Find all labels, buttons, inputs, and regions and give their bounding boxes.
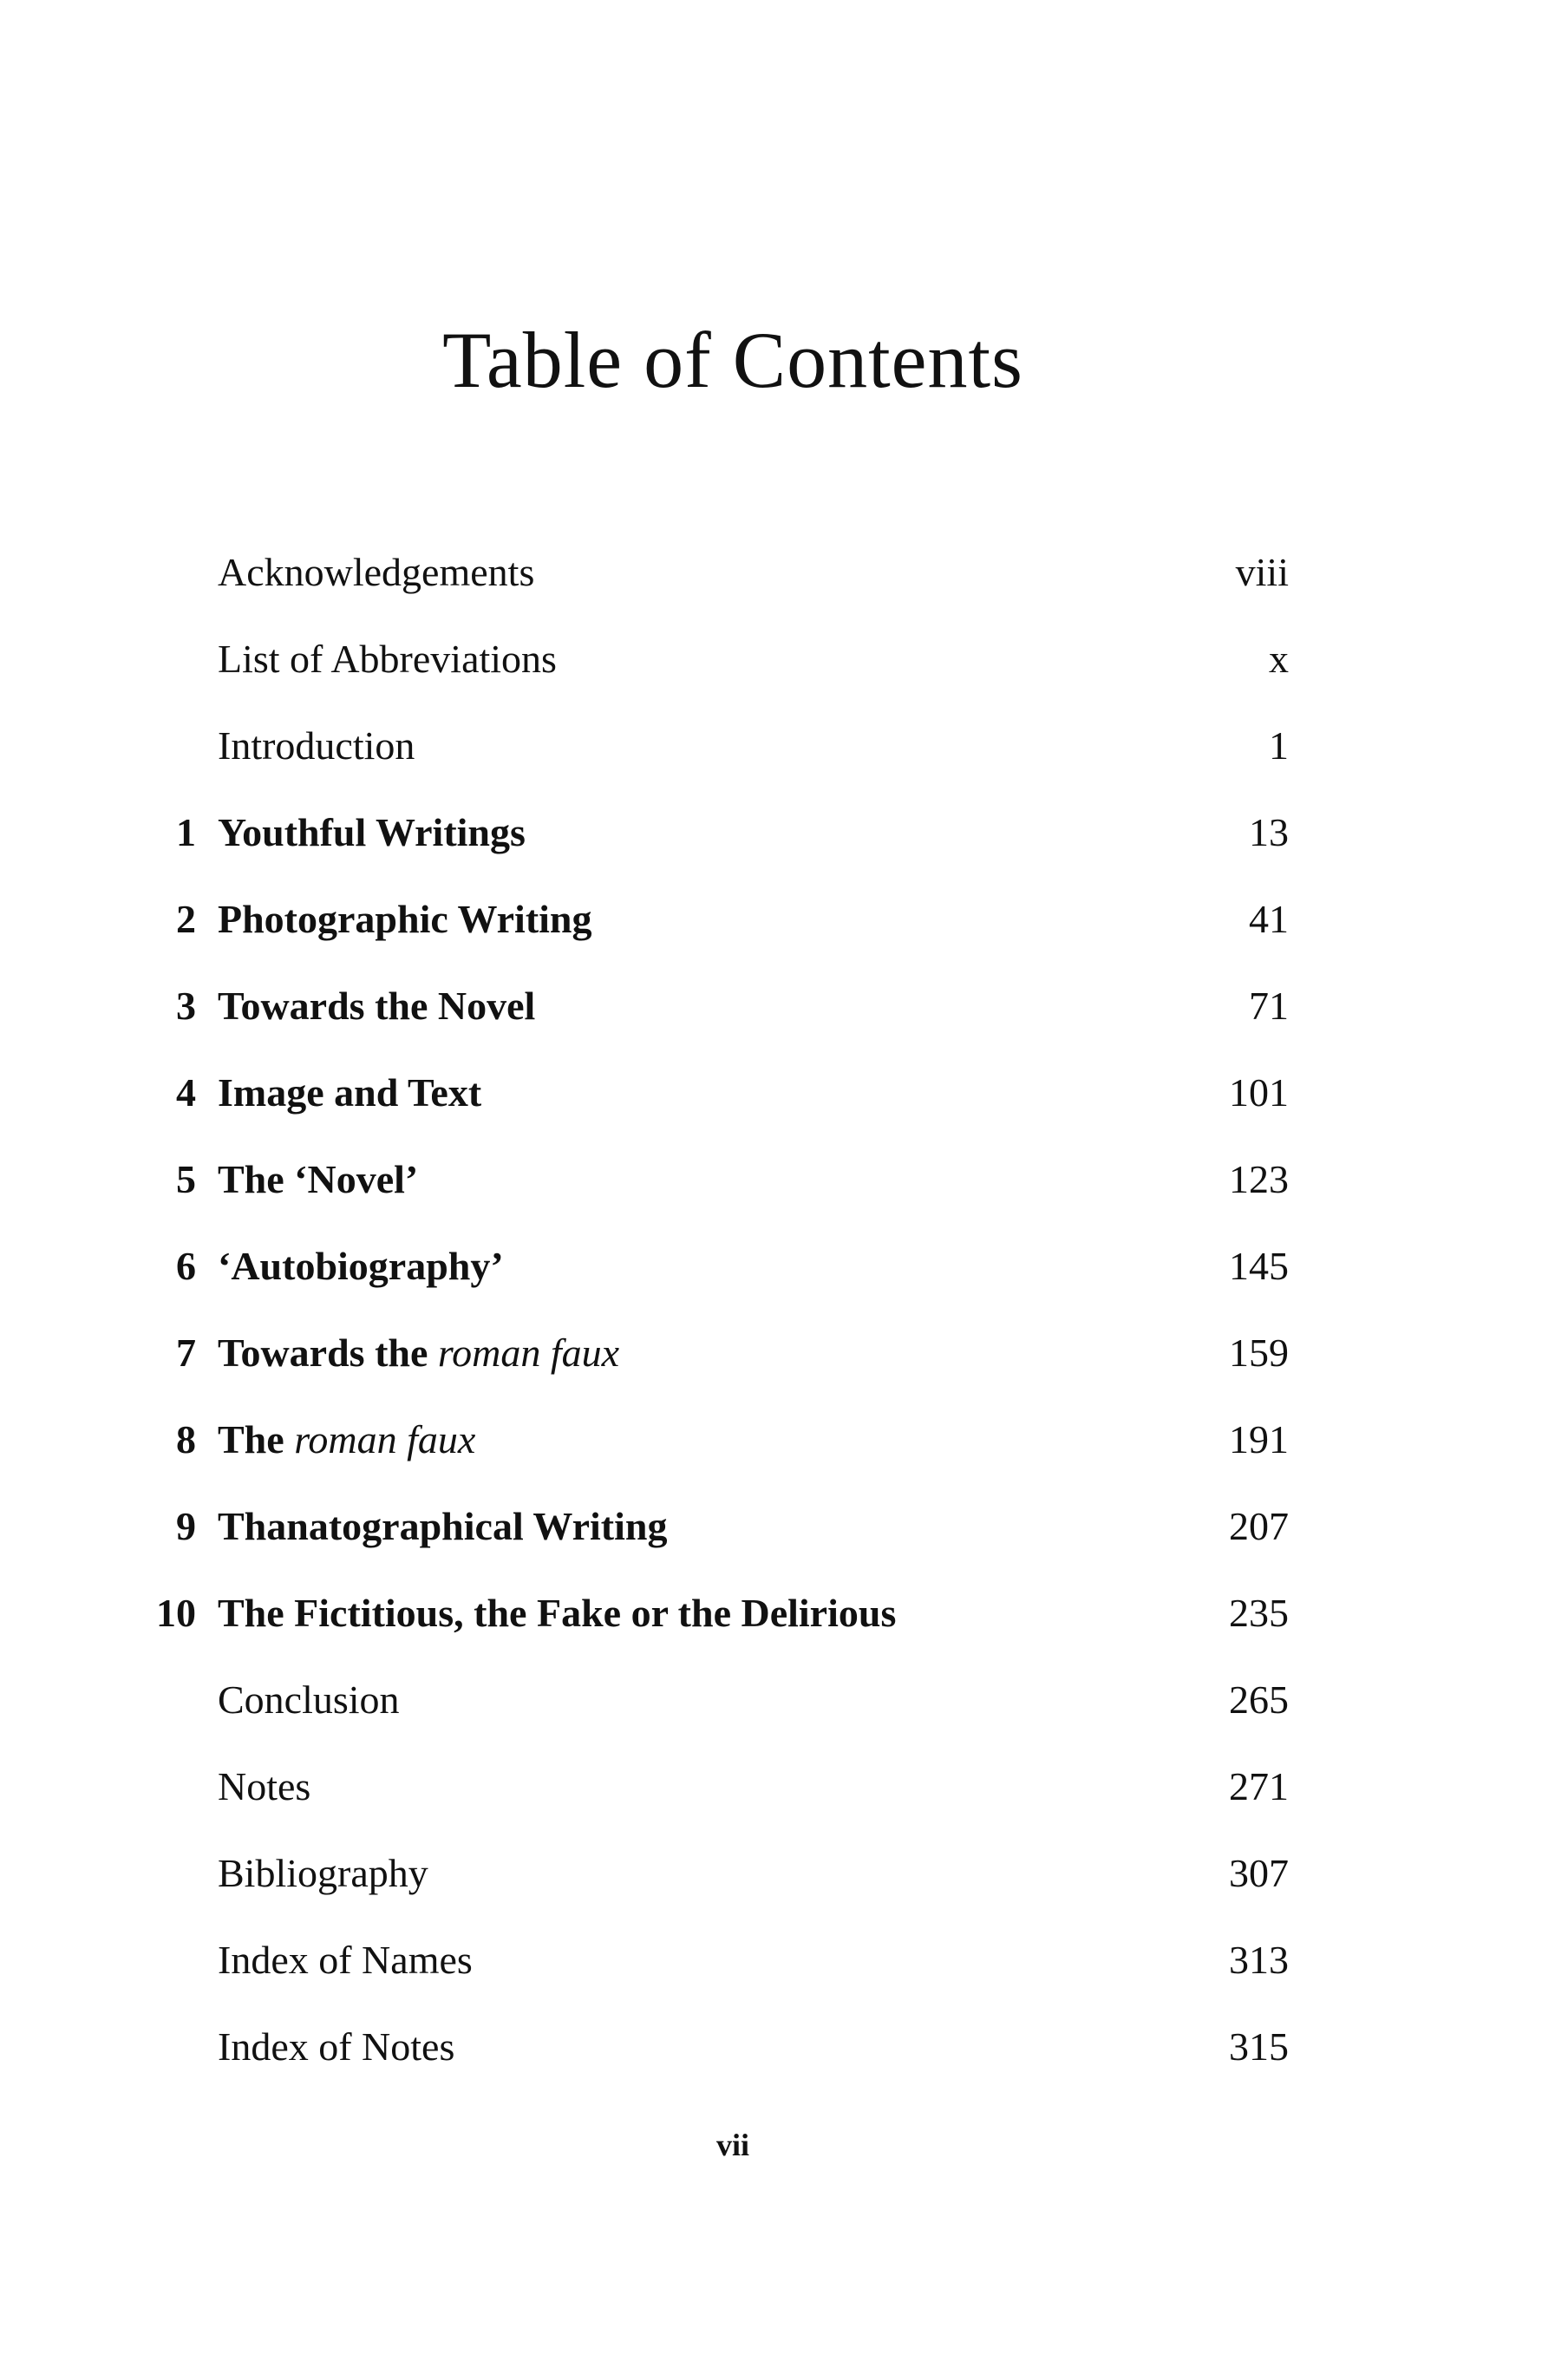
toc-entry-label: Conclusion	[218, 1677, 400, 1722]
toc-entry-page: 159	[1229, 1331, 1289, 1375]
toc-entry-label: Youthful Writings	[218, 810, 526, 854]
toc-entry-chapter-5[interactable]	[0, 1149, 1568, 1210]
chapter-number: 2	[176, 897, 196, 941]
chapter-number: 4	[176, 1070, 196, 1115]
chapter-number: 7	[176, 1331, 196, 1375]
toc-entry-label-roman: The	[218, 1417, 284, 1461]
toc-entry-page: 315	[1229, 2024, 1289, 2069]
toc-entry-conclusion[interactable]	[0, 1670, 1568, 1730]
toc-entry-page: 101	[1229, 1070, 1289, 1115]
chapter-number: 5	[176, 1157, 196, 1201]
toc-entry-label-roman: Towards the	[218, 1331, 428, 1375]
toc-entry-page: 313	[1229, 1938, 1289, 1982]
toc-entry-label	[218, 1409, 475, 1470]
toc-entry-page: 145	[1229, 1244, 1289, 1288]
toc-entry-label-italic: roman faux	[294, 1417, 476, 1461]
chapter-number: 10	[156, 1591, 196, 1635]
toc-entry-page: x	[1269, 637, 1289, 681]
toc-entry-page: 265	[1229, 1677, 1289, 1722]
toc-entry-label: Towards the Novel	[218, 984, 536, 1028]
toc-entry-label	[218, 1323, 619, 1383]
toc-entry-label: List of Abbreviations	[218, 637, 557, 681]
chapter-number: 6	[176, 1244, 196, 1288]
toc-entry-chapter-4[interactable]	[0, 1063, 1568, 1123]
toc-entry-chapter-6[interactable]	[0, 1236, 1568, 1297]
toc-entry-bibliography[interactable]	[0, 1843, 1568, 1904]
toc-entry-page: 207	[1229, 1504, 1289, 1548]
toc-entry-label: ‘Autobiography’	[218, 1244, 504, 1288]
toc-entry-label-italic: roman faux	[437, 1331, 620, 1375]
toc-entry-label: Acknowledgements	[218, 550, 535, 594]
toc-entry-chapter-10[interactable]	[0, 1583, 1568, 1644]
toc-entry-introduction[interactable]	[0, 716, 1568, 776]
toc-entry-acknowledgements[interactable]	[0, 542, 1568, 603]
toc-entry-label: The ‘Novel’	[218, 1157, 419, 1201]
toc-entry-page: 191	[1229, 1417, 1289, 1461]
chapter-number: 1	[176, 810, 196, 854]
toc-entry-label: Photographic Writing	[218, 897, 592, 941]
toc-entry-chapter-2[interactable]	[0, 889, 1568, 950]
toc-entry-page: 13	[1249, 810, 1289, 854]
toc-entry-page: 41	[1249, 897, 1289, 941]
toc-entry-label: Bibliography	[218, 1851, 428, 1895]
toc-entry-label: Index of Names	[218, 1938, 473, 1982]
chapter-number: 3	[176, 984, 196, 1028]
toc-entry-label: Image and Text	[218, 1070, 482, 1115]
toc-entry-page: 1	[1269, 723, 1289, 768]
chapter-number: 8	[176, 1417, 196, 1461]
toc-entry-chapter-1[interactable]	[0, 802, 1568, 863]
toc-entry-abbreviations[interactable]	[0, 629, 1568, 690]
toc-entry-page: 271	[1229, 1764, 1289, 1808]
chapter-number: 9	[176, 1504, 196, 1548]
toc-entry-page: viii	[1235, 550, 1289, 594]
toc-entry-notes[interactable]	[0, 1756, 1568, 1817]
toc-entry-page: 307	[1229, 1851, 1289, 1895]
toc-entry-label: Thanatographical Writing	[218, 1504, 668, 1548]
toc-entry-index-of-names[interactable]	[0, 1930, 1568, 1991]
page-title: Table of Contents	[442, 316, 1023, 404]
toc-entry-chapter-3[interactable]	[0, 976, 1568, 1036]
toc-entry-label: Notes	[218, 1764, 311, 1808]
toc-entry-label: Introduction	[218, 723, 415, 768]
toc-entry-label: The Fictitious, the Fake or the Delirious	[218, 1591, 897, 1635]
toc-entry-chapter-7[interactable]	[0, 1323, 1568, 1383]
toc-entry-page: 235	[1229, 1591, 1289, 1635]
toc-entry-page: 71	[1249, 984, 1289, 1028]
toc-entry-chapter-9[interactable]	[0, 1496, 1568, 1557]
toc-entry-label: Index of Notes	[218, 2024, 455, 2069]
toc-entry-index-of-notes[interactable]	[0, 2017, 1568, 2077]
toc-entry-page: 123	[1229, 1157, 1289, 1201]
toc-entry-chapter-8[interactable]	[0, 1409, 1568, 1470]
page-number: vii	[715, 2128, 749, 2162]
